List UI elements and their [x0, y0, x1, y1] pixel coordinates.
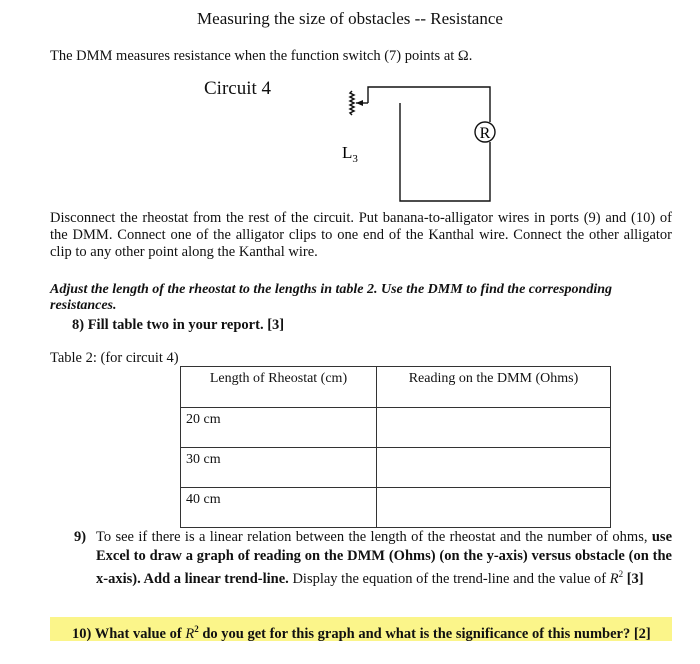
cell-reading [377, 448, 611, 488]
question-10: 10) What value of $R^2$ do you get for this graph and what is the significance of this number? [2] [72, 624, 651, 642]
cell-length: 40 cm [181, 488, 377, 528]
wiper-arrow-icon [356, 100, 363, 106]
question-9-text: To see if there is a linear relation between the length of the rheostat and the number of ohms, use Excel to draw a graph of reading on the DMM (Ohms) (on the y-axis) versus obstacle (on the x-axis). Add a linear trend-line. Display the equation of the trend-line and the value of $R^2$ [3] [96, 529, 673, 587]
rheostat-label: $L_3$ [342, 143, 358, 165]
header-reading: Reading on the DMM (Ohms) [377, 367, 611, 408]
cell-length: 30 cm [181, 448, 377, 488]
table-row [181, 408, 611, 448]
header-length: Length of Rheostat (cm) [181, 367, 377, 408]
page-title: Measuring the size of obstacles -- Resistance [197, 9, 503, 28]
table-header-row [181, 367, 611, 408]
question-9-number: 9) [74, 529, 87, 545]
meter-label: R [479, 125, 491, 142]
table-row [181, 488, 611, 528]
cell-reading [377, 408, 611, 448]
circuit-label: Circuit 4 [204, 78, 272, 99]
intro-text: The DMM measures resistance when the function switch (7) points at Ω. [50, 48, 473, 64]
question-9 [74, 528, 672, 588]
circuit-wires [356, 87, 490, 201]
adjust-instruction: Adjust the length of the rheostat to the lengths in table 2. Use the DMM to find the corresponding resistances. [50, 282, 613, 313]
data-table [180, 366, 611, 528]
rheostat-subscript: 3 [352, 153, 358, 165]
instruction-paragraph: Disconnect the rheostat from the rest of the circuit. Put banana-to-alligator wires in ports (9) and (10) of the DMM. Connect one of the alligator clips to one end of the Kanthal wire. Connect the other alligator clip to any other point along the Kanthal wire. [50, 210, 672, 260]
circuit-diagram [330, 80, 510, 208]
cell-reading [377, 488, 611, 528]
question-8: 8) Fill table two in your report. [3] [72, 317, 285, 333]
table-row [181, 448, 611, 488]
cell-length: 20 cm [181, 408, 377, 448]
rheostat-symbol [350, 91, 354, 115]
table-caption: Table 2: (for circuit 4) [50, 350, 179, 366]
